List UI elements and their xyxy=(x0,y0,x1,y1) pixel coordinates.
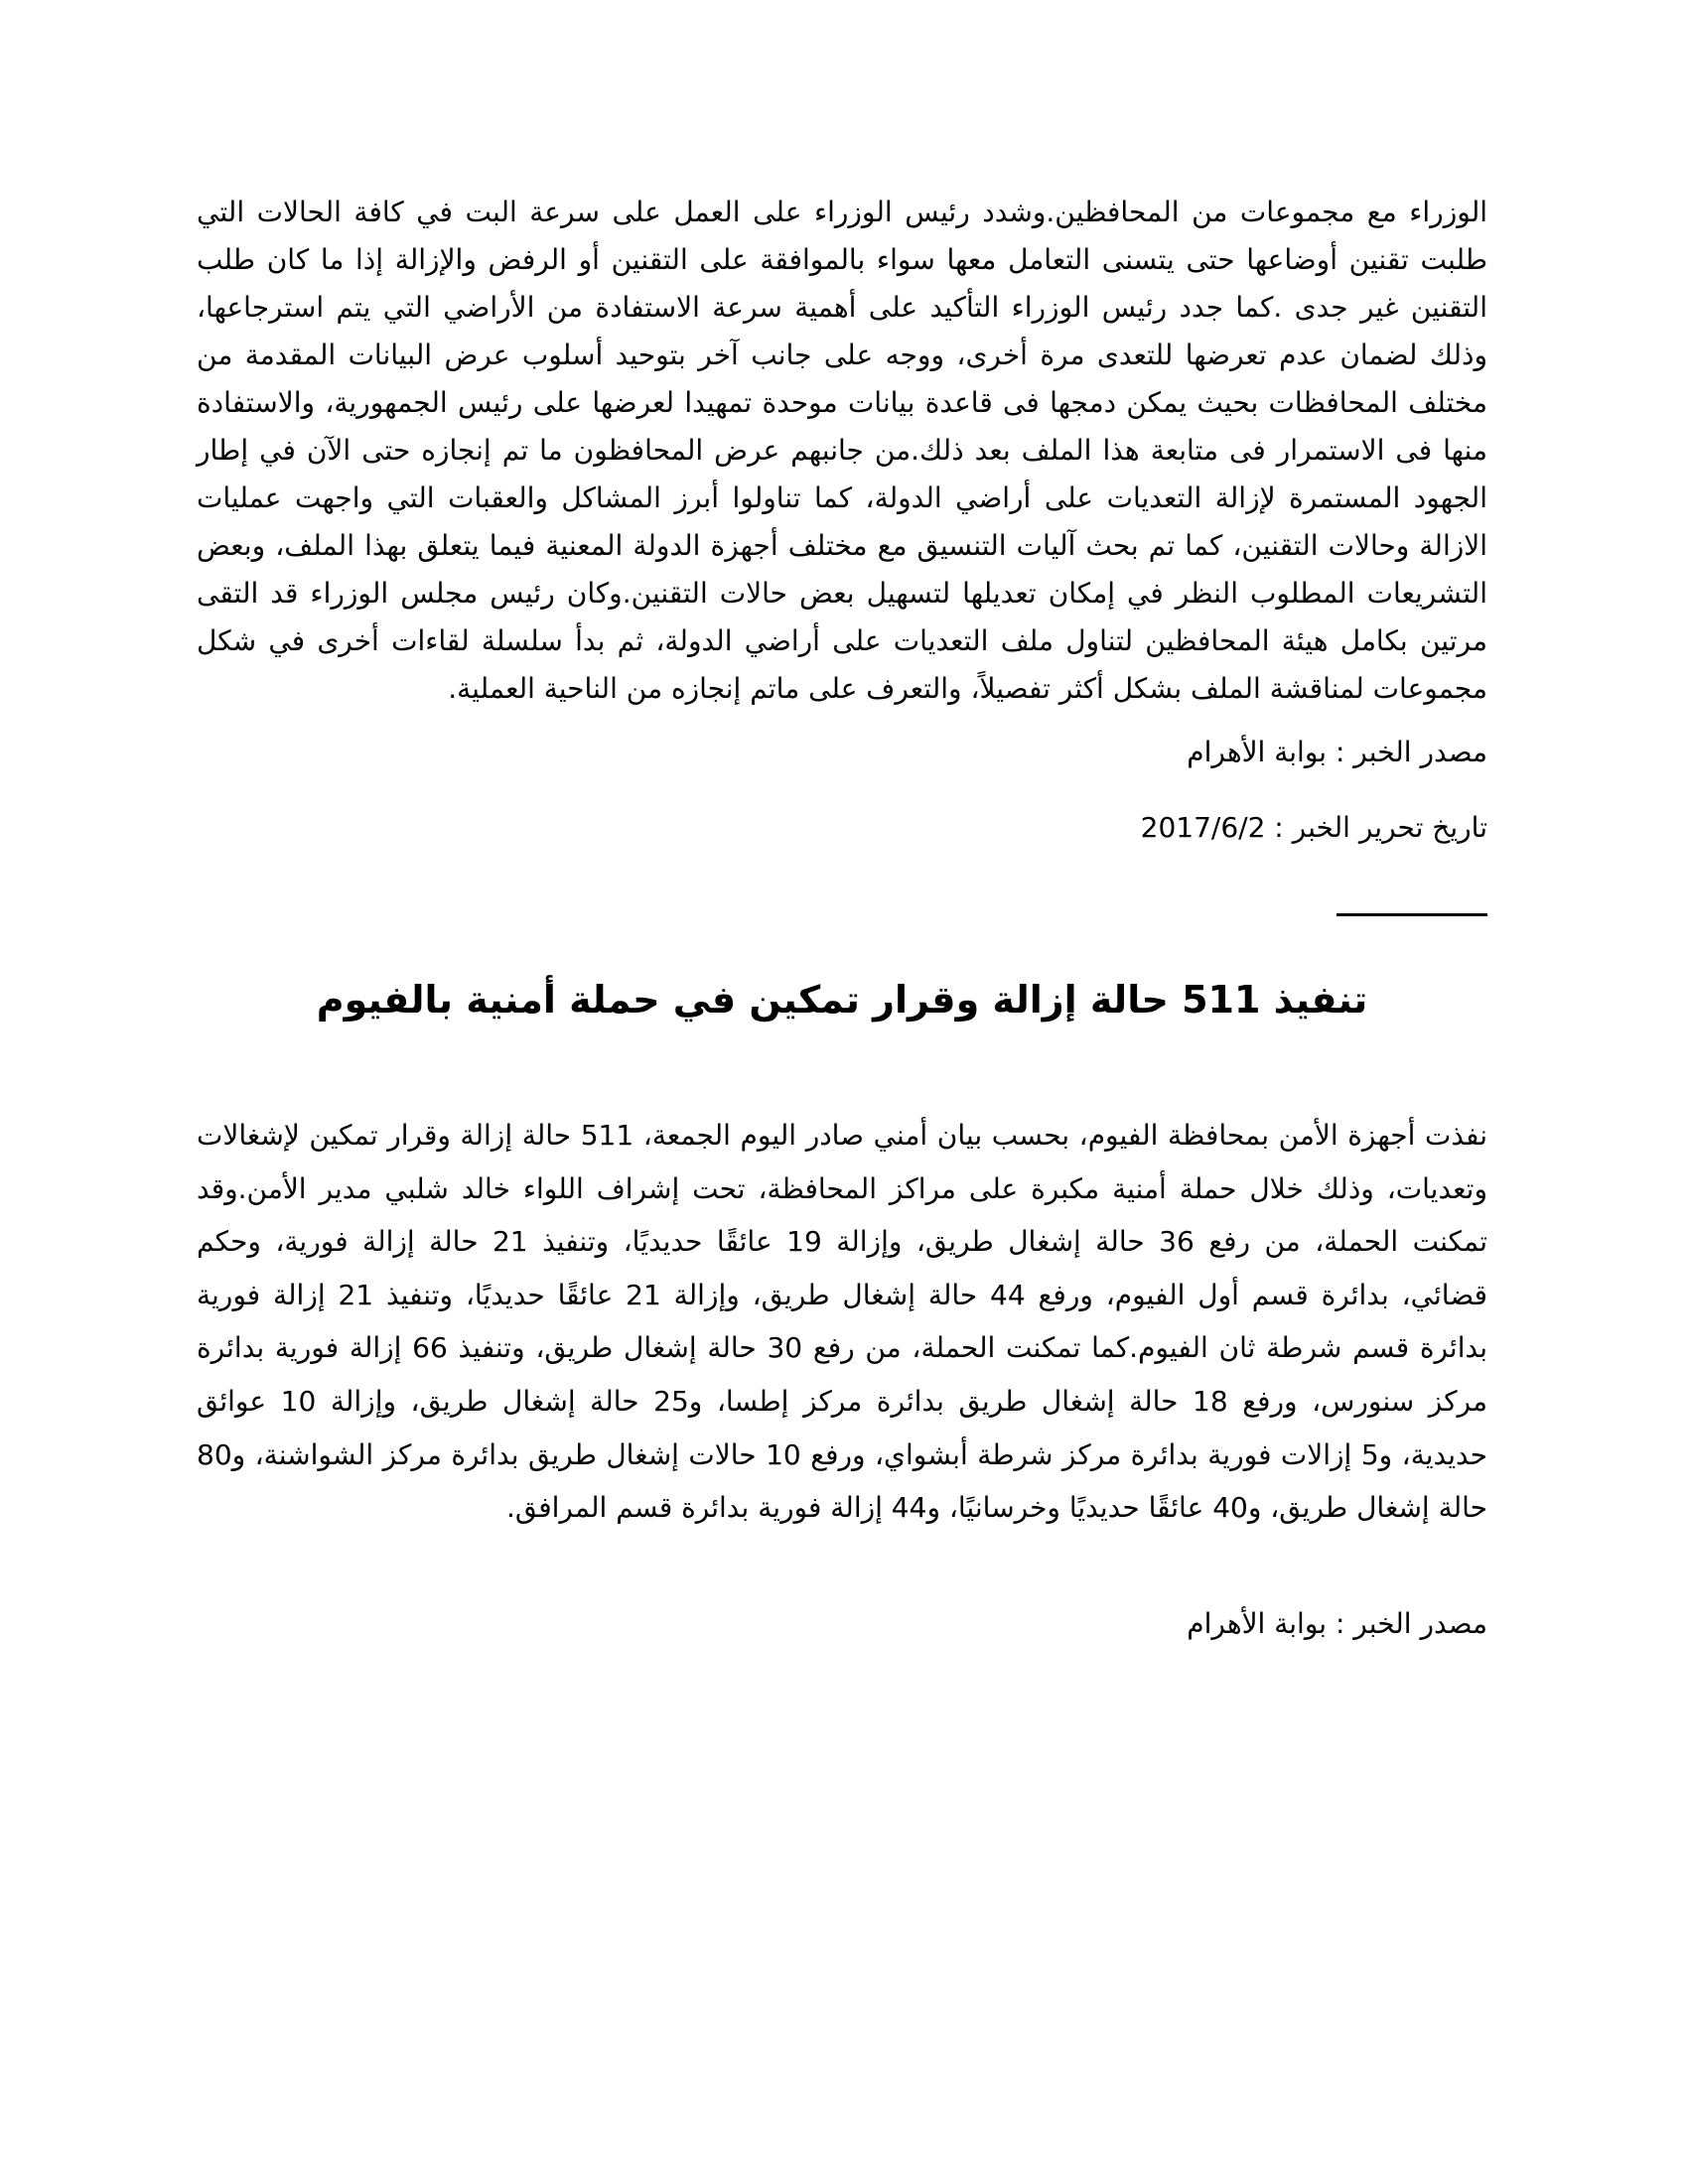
article2-headline: تنفيذ 511 حالة إزالة وقرار تمكين في حملة أمنية بالفيوم xyxy=(316,978,1368,1022)
article1-body: الوزراء مع مجموعات من المحافظين.وشدد رئيس الوزراء على العمل على سرعة البت في كافة الحالات التي طلبت تقنين أوضاعها حتى يتسنى التعامل معها سواء بالموافقة على التقنين أو الرفض والإزالة إذا ما كان طلب التقنين غير جدى .كما جدد رئيس الوزراء التأكيد على أهمية سرعة الاستفادة من الأراضي التي يتم استرجاعها، وذلك لضمان عدم تعرضها للتعدى مرة أخرى، ووجه على جانب آخر بتوحيد أسلوب عرض البيانات المقدمة من مختلف المحافظات بحيث يمكن دمجها فى قاعدة بيانات موحدة تمهيدا لعرضها على رئيس الجمهورية، والاستفادة منها فى الاستمرار فى متابعة هذا الملف بعد ذلك.من جانبهم عرض المحافظون ما تم إنجازه حتى الآن في إطار الجهود المستمرة لإزالة التعديات على أراضي الدولة، كما تناولوا أبرز المشاكل والعقبات التي واجهت عمليات الازالة وحالات التقنين، كما تم بحث آليات التنسيق مع مختلف أجهزة الدولة المعنية فيما يتعلق بهذا الملف، وبعض التشريعات المطلوب النظر في إمكان تعديلها لتسهيل بعض حالات التقنين.وكان رئيس مجلس الوزراء قد التقى مرتين بكامل هيئة المحافظين لتناول ملف التعديات على أراضي الدولة، ثم بدأ سلسلة لقاءات أخرى في شكل مجموعات لمناقشة الملف بشكل أكثر تفصيلاً، والتعرف على ماتم إنجازه من الناحية العملية. xyxy=(197,196,1487,705)
section-divider xyxy=(1336,913,1487,916)
article1-date: تاريخ تحرير الخبر : 2017/6/2 xyxy=(1140,811,1487,844)
article1-source: مصدر الخبر : بوابة الأهرام xyxy=(1187,736,1487,768)
article2-source: مصدر الخبر : بوابة الأهرام xyxy=(1187,1606,1487,1640)
document-page xyxy=(197,189,1487,1648)
article2-body: نفذت أجهزة الأمن بمحافظة الفيوم، بحسب بيان أمني صادر اليوم الجمعة، 511 حالة إزالة وقرار تمكين لإشغالات وتعديات، وذلك خلال حملة أمنية مكبرة على مراكز المحافظة، تحت إشراف اللواء خالد شلبي مدير الأمن.وقد تمكنت الحملة، من رفع 36 حالة إشغال طريق، وإزالة 19 عائقًا حديديًا، وتنفيذ 21 حالة إزالة فورية، وحكم قضائي، بدائرة قسم أول الفيوم، ورفع 44 حالة إشغال طريق، وإزالة 21 عائقًا حديديًا، وتنفيذ 21 إزالة فورية بدائرة قسم شرطة ثان الفيوم.كما تمكنت الحملة، من رفع 30 حالة إشغال طريق، وتنفيذ 66 إزالة فورية بدائرة مركز سنورس، ورفع 18 حالة إشغال طريق بدائرة مركز إطسا، و25 حالة إشغال طريق، وإزالة 10 عوائق حديدية، و5 إزالات فورية بدائرة مركز شرطة أبشواي، ورفع 10 حالات إشغال طريق بدائرة مركز الشواشنة، و80 حالة إشغال طريق، و40 عائقًا حديديًا وخرسانيًا، و44 إزالة فورية بدائرة قسم المرافق. xyxy=(197,1119,1488,1525)
